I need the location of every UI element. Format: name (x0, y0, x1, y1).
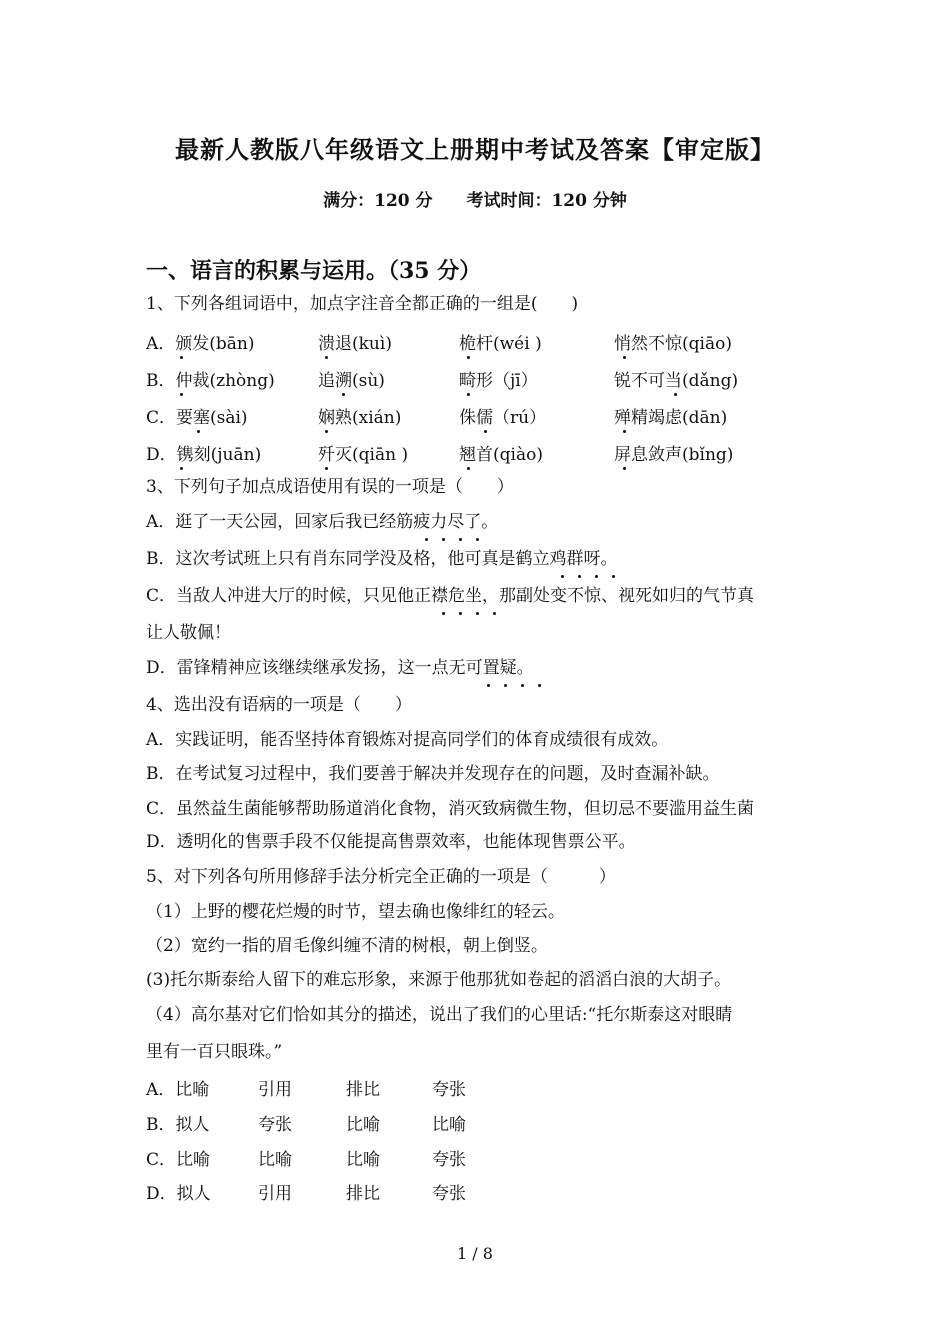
emphasis-dot (425, 538, 428, 541)
choice-cell: 夸张 (432, 1150, 466, 1170)
question-1-option-a (146, 329, 846, 354)
option-cell: 悄然不惊(qiāo) (614, 334, 732, 354)
question-5-sentence-4: （4）高尔基对它们恰如其分的描述，说出了我们的心里话:“托尔斯泰这对眼睛 (146, 1005, 733, 1025)
option-cell: 殚精竭虑(dān) (614, 408, 728, 428)
emphasis-dot (442, 612, 445, 615)
option-cell: A．颁发(bān) (146, 334, 255, 354)
question-1-stem: 1、下列各组词语中，加点字注音全都正确的一组是( ) (146, 294, 579, 314)
emphasis-dot (487, 684, 490, 687)
choice-cell: A．比喻 (146, 1080, 210, 1100)
emphasis-dot (476, 612, 479, 615)
choice-cell: 夸张 (432, 1080, 466, 1100)
emphasis-dot (623, 430, 626, 433)
emphasis-dot (561, 575, 564, 578)
emphasis-dot (467, 356, 470, 359)
question-5-sentence-3: (3)托尔斯泰给人留下的难忘形象，来源于他那犹如卷起的滔滔白浪的大胡子。 (146, 970, 732, 990)
page-number: 1 / 8 (457, 1244, 493, 1263)
emphasis-dot (467, 393, 470, 396)
option-cell: C．要塞(sài) (146, 408, 248, 428)
emphasis-dot (521, 684, 524, 687)
question-5-choice-c (146, 1145, 546, 1170)
choice-cell: B．拟人 (146, 1115, 210, 1135)
emphasis-dot (538, 684, 541, 687)
choice-cell: D．拟人 (146, 1184, 211, 1204)
choice-cell: 夸张 (258, 1115, 292, 1135)
option-cell: 溃退(kuì) (318, 334, 392, 354)
choice-cell: 引用 (258, 1184, 292, 1204)
question-5-sentence-1: （1）上野的樱花烂熳的时节，望去确也像绯红的轻云。 (146, 902, 565, 922)
emphasis-dot (180, 356, 183, 359)
emphasis-dot (484, 430, 487, 433)
question-4-option-b: B．在考试复习过程中，我们要善于解决并发现存在的问题，及时查漏补缺。 (146, 764, 720, 784)
option-cell: 追溯(sù) (318, 371, 385, 391)
emphasis-dot (623, 467, 626, 470)
question-5-stem: 5、对下列各句所用修辞手法分析完全正确的一项是（ ） (146, 867, 616, 887)
question-4-option-d: D．透明化的售票手段不仅能提高售票效率，也能体现售票公平。 (146, 832, 636, 852)
emphasis-dot (612, 575, 615, 578)
emphasis-dot (325, 430, 328, 433)
question-4-stem: 4、选出没有语病的一项是（ ） (146, 695, 412, 715)
emphasis-dot (493, 612, 496, 615)
emphasis-dot (342, 393, 345, 396)
emphasis-dot (467, 467, 470, 470)
question-4-option-c: C．虽然益生菌能够帮助肠道消化食物，消灭致病微生物，但切忌不要滥用益生菌 (146, 799, 755, 819)
choice-cell: C．比喻 (146, 1150, 211, 1170)
emphasis-dot (180, 393, 183, 396)
section-title: 一、语言的积累与运用。（35 分） (146, 258, 482, 284)
question-3-option-c-cont: 让人敬佩！ (146, 623, 231, 643)
emphasis-dot (442, 538, 445, 541)
option-cell: 畸形（jī） (459, 371, 538, 391)
choice-cell: 排比 (346, 1184, 380, 1204)
question-3-option-c: C．当敌人冲进大厅的时候，只见他正襟危坐，那副处变不惊、视死如归的气节真 (146, 586, 755, 606)
choice-cell: 比喻 (346, 1150, 380, 1170)
question-3-option-d: D．雷锋精神应该继续继承发扬，这一点无可置疑。 (146, 658, 534, 678)
emphasis-dot (459, 612, 462, 615)
option-cell: 锐不可当(dǎng) (614, 371, 739, 391)
question-3-stem: 3、下列句子加点成语使用有误的一项是（ ） (146, 477, 514, 497)
emphasis-dot (180, 467, 183, 470)
question-1-option-d (146, 440, 846, 465)
choice-cell: 引用 (258, 1080, 292, 1100)
choice-cell: 比喻 (258, 1150, 292, 1170)
question-5-choice-d (146, 1179, 546, 1204)
option-cell: 侏儒（rú） (459, 408, 547, 428)
choice-cell: 排比 (346, 1080, 380, 1100)
option-cell: 桅杆(wéi ) (459, 334, 542, 354)
option-cell: B．仲裁(zhòng) (146, 371, 275, 391)
emphasis-dot (476, 538, 479, 541)
document-title: 最新人教版八年级语文上册期中考试及答案【审定版】 (175, 135, 775, 164)
question-4-option-a: A．实践证明，能否坚持体育锻炼对提高同学们的体育成绩很有成效。 (146, 730, 669, 750)
emphasis-dot (197, 430, 200, 433)
question-1-option-c (146, 403, 846, 428)
option-cell: D．镌刻(juān) (146, 445, 262, 465)
option-cell: 屏息敛声(bǐng) (614, 445, 734, 465)
choice-cell: 比喻 (432, 1115, 466, 1135)
question-5-sentence-4-cont: 里有一百只眼珠。” (146, 1042, 283, 1062)
emphasis-dot (325, 356, 328, 359)
question-5-choice-b (146, 1110, 546, 1135)
question-5-sentence-2: （2）宽约一指的眉毛像纠缠不清的树根，朝上倒竖。 (146, 936, 548, 956)
option-cell: 歼灭(qiān ) (318, 445, 409, 465)
question-3-option-a: A．逛了一天公园，回家后我已经筋疲力尽了。 (146, 512, 499, 532)
exam-time: 考试时间：120 分钟 (466, 191, 627, 211)
emphasis-dot (595, 575, 598, 578)
question-5-choice-a (146, 1075, 546, 1100)
emphasis-dot (623, 356, 626, 359)
option-cell: 娴熟(xián) (318, 408, 402, 428)
emphasis-dot (578, 575, 581, 578)
question-3-option-b: B．这次考试班上只有肖东同学没及格，他可真是鹤立鸡群呀。 (146, 549, 618, 569)
total-score: 满分：120 分 (323, 191, 433, 211)
emphasis-dot (504, 684, 507, 687)
emphasis-dot (459, 538, 462, 541)
exam-meta (0, 186, 950, 211)
choice-cell: 夸张 (432, 1184, 466, 1204)
choice-cell: 比喻 (346, 1115, 380, 1135)
option-cell: 翘首(qiào) (459, 445, 543, 465)
emphasis-dot (325, 467, 328, 470)
emphasis-dot (674, 393, 677, 396)
question-1-option-b (146, 366, 846, 391)
